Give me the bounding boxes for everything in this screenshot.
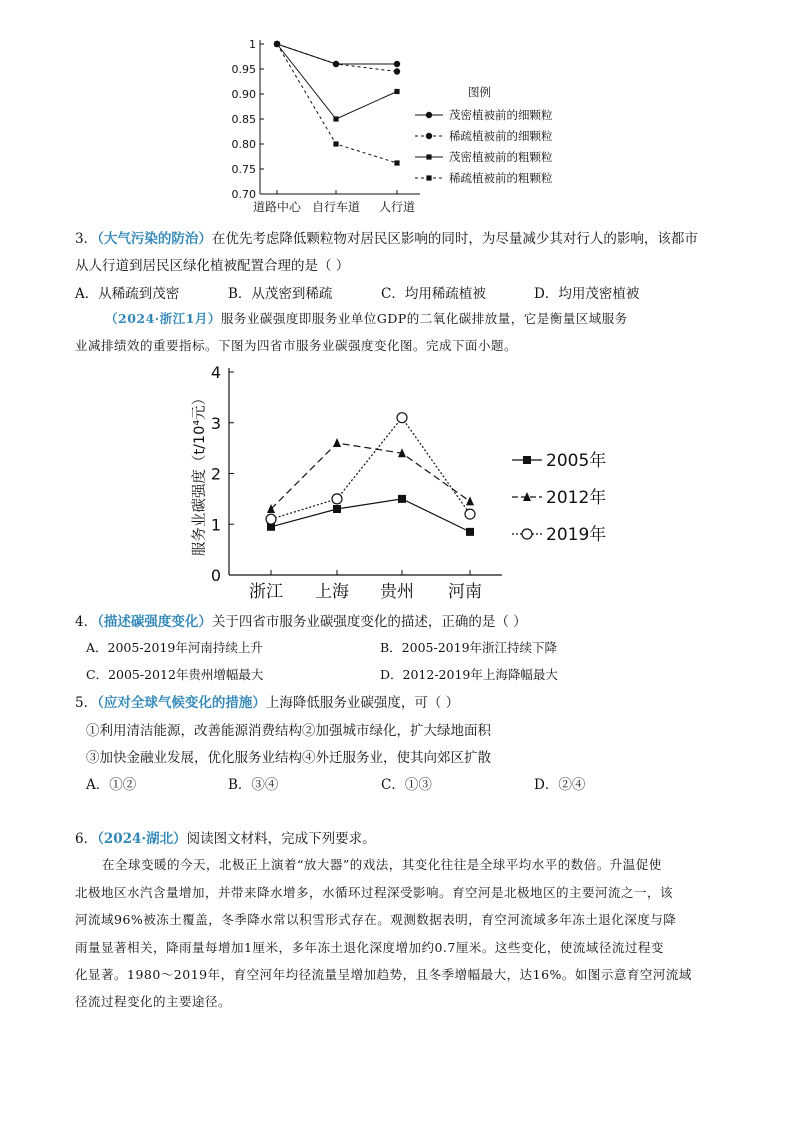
data-point [267,504,275,513]
legend-label: 2012年 [546,488,607,508]
data-point [398,495,406,503]
question-3-tag: （大气污染的防治） [97,231,212,247]
x-tick-label: 自行车道 [311,200,361,214]
question-6-para-line: 雨量显著相关，降雨量每增加1厘米，多年冻土退化深度增加约0.7厘米。这些变化，使流域径流过程变 [75,940,664,955]
legend-label: 稀疏植被前的粗颗粒 [449,171,553,185]
y-tick-label: 3 [210,413,221,433]
x-tick-label: 人行道 [378,200,416,214]
carbon-intensity-chart [180,360,620,605]
legend-marker [426,133,431,138]
question-6-para-line: 化显著。1980～2019年，育空河年均径流量呈增加趋势，且冬季增幅最大，达16%。如图示意育空河流域 [75,967,692,982]
legend-label: 2005年 [546,451,607,471]
question-6-para-line: 河流域96%被冻土覆盖，冬季降水常以积雪形式存在。观测数据表明，育空河流域多年冻土退化深度与降 [75,912,677,927]
legend-marker [523,456,531,464]
intro-line1 [105,309,628,327]
particle-ratio-chart [225,30,585,220]
y-tick-label: 0.90 [231,88,256,101]
legend-label: 茂密植被前的细颗粒 [449,108,553,122]
data-point [394,89,399,94]
y-tick-label: 2 [210,464,221,484]
question-3-stem-line2: 从人行道到居民区绿化植被配置合理的是（ ） [75,258,350,274]
question-5-statement-1: ①利用清洁能源，改善能源消费结构②加强城市绿化，扩大绿地面积 [86,723,491,739]
series-line [271,443,470,509]
y-tick-label: 0.70 [231,188,256,201]
intro-line2: 业减排绩效的重要指标。下图为四省市服务业碳强度变化图。完成下面小题。 [75,338,518,353]
question-3-option-d[interactable]: D．均用茂密植被 [534,286,640,302]
question-4-tag: （描述碳强度变化） [97,614,212,630]
question-3-option-c[interactable]: C．均用稀疏植被 [381,286,486,302]
data-point [394,160,399,165]
data-point [274,41,279,46]
legend-label: 稀疏植被前的细颗粒 [449,129,553,143]
legend-label: 2019年 [546,525,607,545]
question-4-option-d[interactable]: D．2012-2019年上海降幅最大 [380,667,558,682]
data-point [266,514,276,524]
question-5-stem: 上海降低服务业碳强度，可（ ） [265,695,460,711]
question-3-option-b[interactable]: B．从茂密到稀疏 [228,286,333,302]
question-3-line1 [75,227,698,247]
data-point [394,61,399,66]
question-6-para-line: 在全球变暖的今天，北极正上演着“放大器”的戏法，其变化往往是全球平均水平的数倍。升温促使 [102,857,662,872]
question-4-option-c[interactable]: C．2005-2012年贵州增幅最大 [86,667,264,682]
y-tick-label: 0 [210,566,221,585]
question-4-line [75,610,527,630]
question-5-option-b[interactable]: B．③④ [228,777,279,793]
question-5-statement-2: ③加快金融业发展，优化服务业结构④外迁服务业，使其向郊区扩散 [86,750,491,766]
question-6-number: 6． [75,831,98,847]
y-tick-label: 4 [210,363,221,382]
question-5-option-d[interactable]: D．②④ [534,777,586,793]
question-5-option-c[interactable]: C．①③ [381,777,432,793]
legend-marker [426,175,431,180]
data-point [466,528,474,536]
legend-marker [522,529,532,539]
question-3-option-a[interactable]: A．从稀疏到茂密 [75,286,180,302]
intro-tag: （2024·浙江1月） [105,311,221,326]
question-6-para-line: 北极地区水汽含量增加，并带来降水增多，水循环过程深受影响。育空河是北极地区的主要河流之一，该 [75,885,674,900]
x-tick-label: 河南 [448,582,482,602]
question-6-para-line: 径流过程变化的主要途径。 [75,994,232,1009]
data-point [333,116,338,121]
series-line [271,499,470,532]
x-tick-label: 贵州 [380,582,414,602]
question-4-stem: 关于四省市服务业碳强度变化的描述，正确的是（ ） [211,614,527,630]
x-tick-label: 上海 [315,582,349,602]
data-point [466,496,474,505]
y-tick-label: 0.95 [231,63,256,76]
x-tick-label: 道路中心 [252,200,302,214]
y-axis-label: 服务业碳强度（t/10⁴元） [192,390,208,557]
data-point [465,509,475,519]
data-point [394,69,399,74]
question-3-number: 3． [75,231,98,247]
y-tick-label: 1 [210,515,221,535]
y-tick-label: 0.85 [231,113,256,126]
question-4-option-b[interactable]: B．2005-2019年浙江持续下降 [380,640,558,655]
question-5-tag: （应对全球气候变化的措施） [97,695,266,711]
data-point [333,61,338,66]
x-tick-label: 浙江 [249,582,283,602]
question-5-line [75,691,459,711]
question-5-number: 5． [75,695,98,711]
data-point [397,413,407,423]
question-4-option-a[interactable]: A．2005-2019年河南持续上升 [86,640,263,655]
intro-text1: 服务业碳强度即服务业单位GDP的二氧化碳排放量，它是衡量区域服务 [220,311,628,326]
question-6-stem: 阅读图文材料，完成下列要求。 [186,831,376,847]
question-3-stem: 在优先考虑降低颗粒物对居民区影响的同时，为尽量减少其对行人的影响，该都市 [211,231,698,247]
data-point [332,494,342,504]
data-point [333,141,338,146]
series-line [277,44,397,119]
legend-title: 图例 [468,85,491,99]
question-6-tag: （2024·湖北） [97,831,187,847]
data-point [333,438,341,447]
question-5-option-a[interactable]: A．①② [86,777,137,793]
y-tick-label: 0.80 [231,138,256,151]
data-point [333,505,341,513]
question-6-line [75,827,376,847]
legend-marker [426,112,431,117]
legend-label: 茂密植被前的粗颗粒 [449,150,553,164]
question-4-number: 4． [75,614,98,630]
y-tick-label: 1 [249,38,256,51]
y-tick-label: 0.75 [231,163,256,176]
legend-marker [426,154,431,159]
